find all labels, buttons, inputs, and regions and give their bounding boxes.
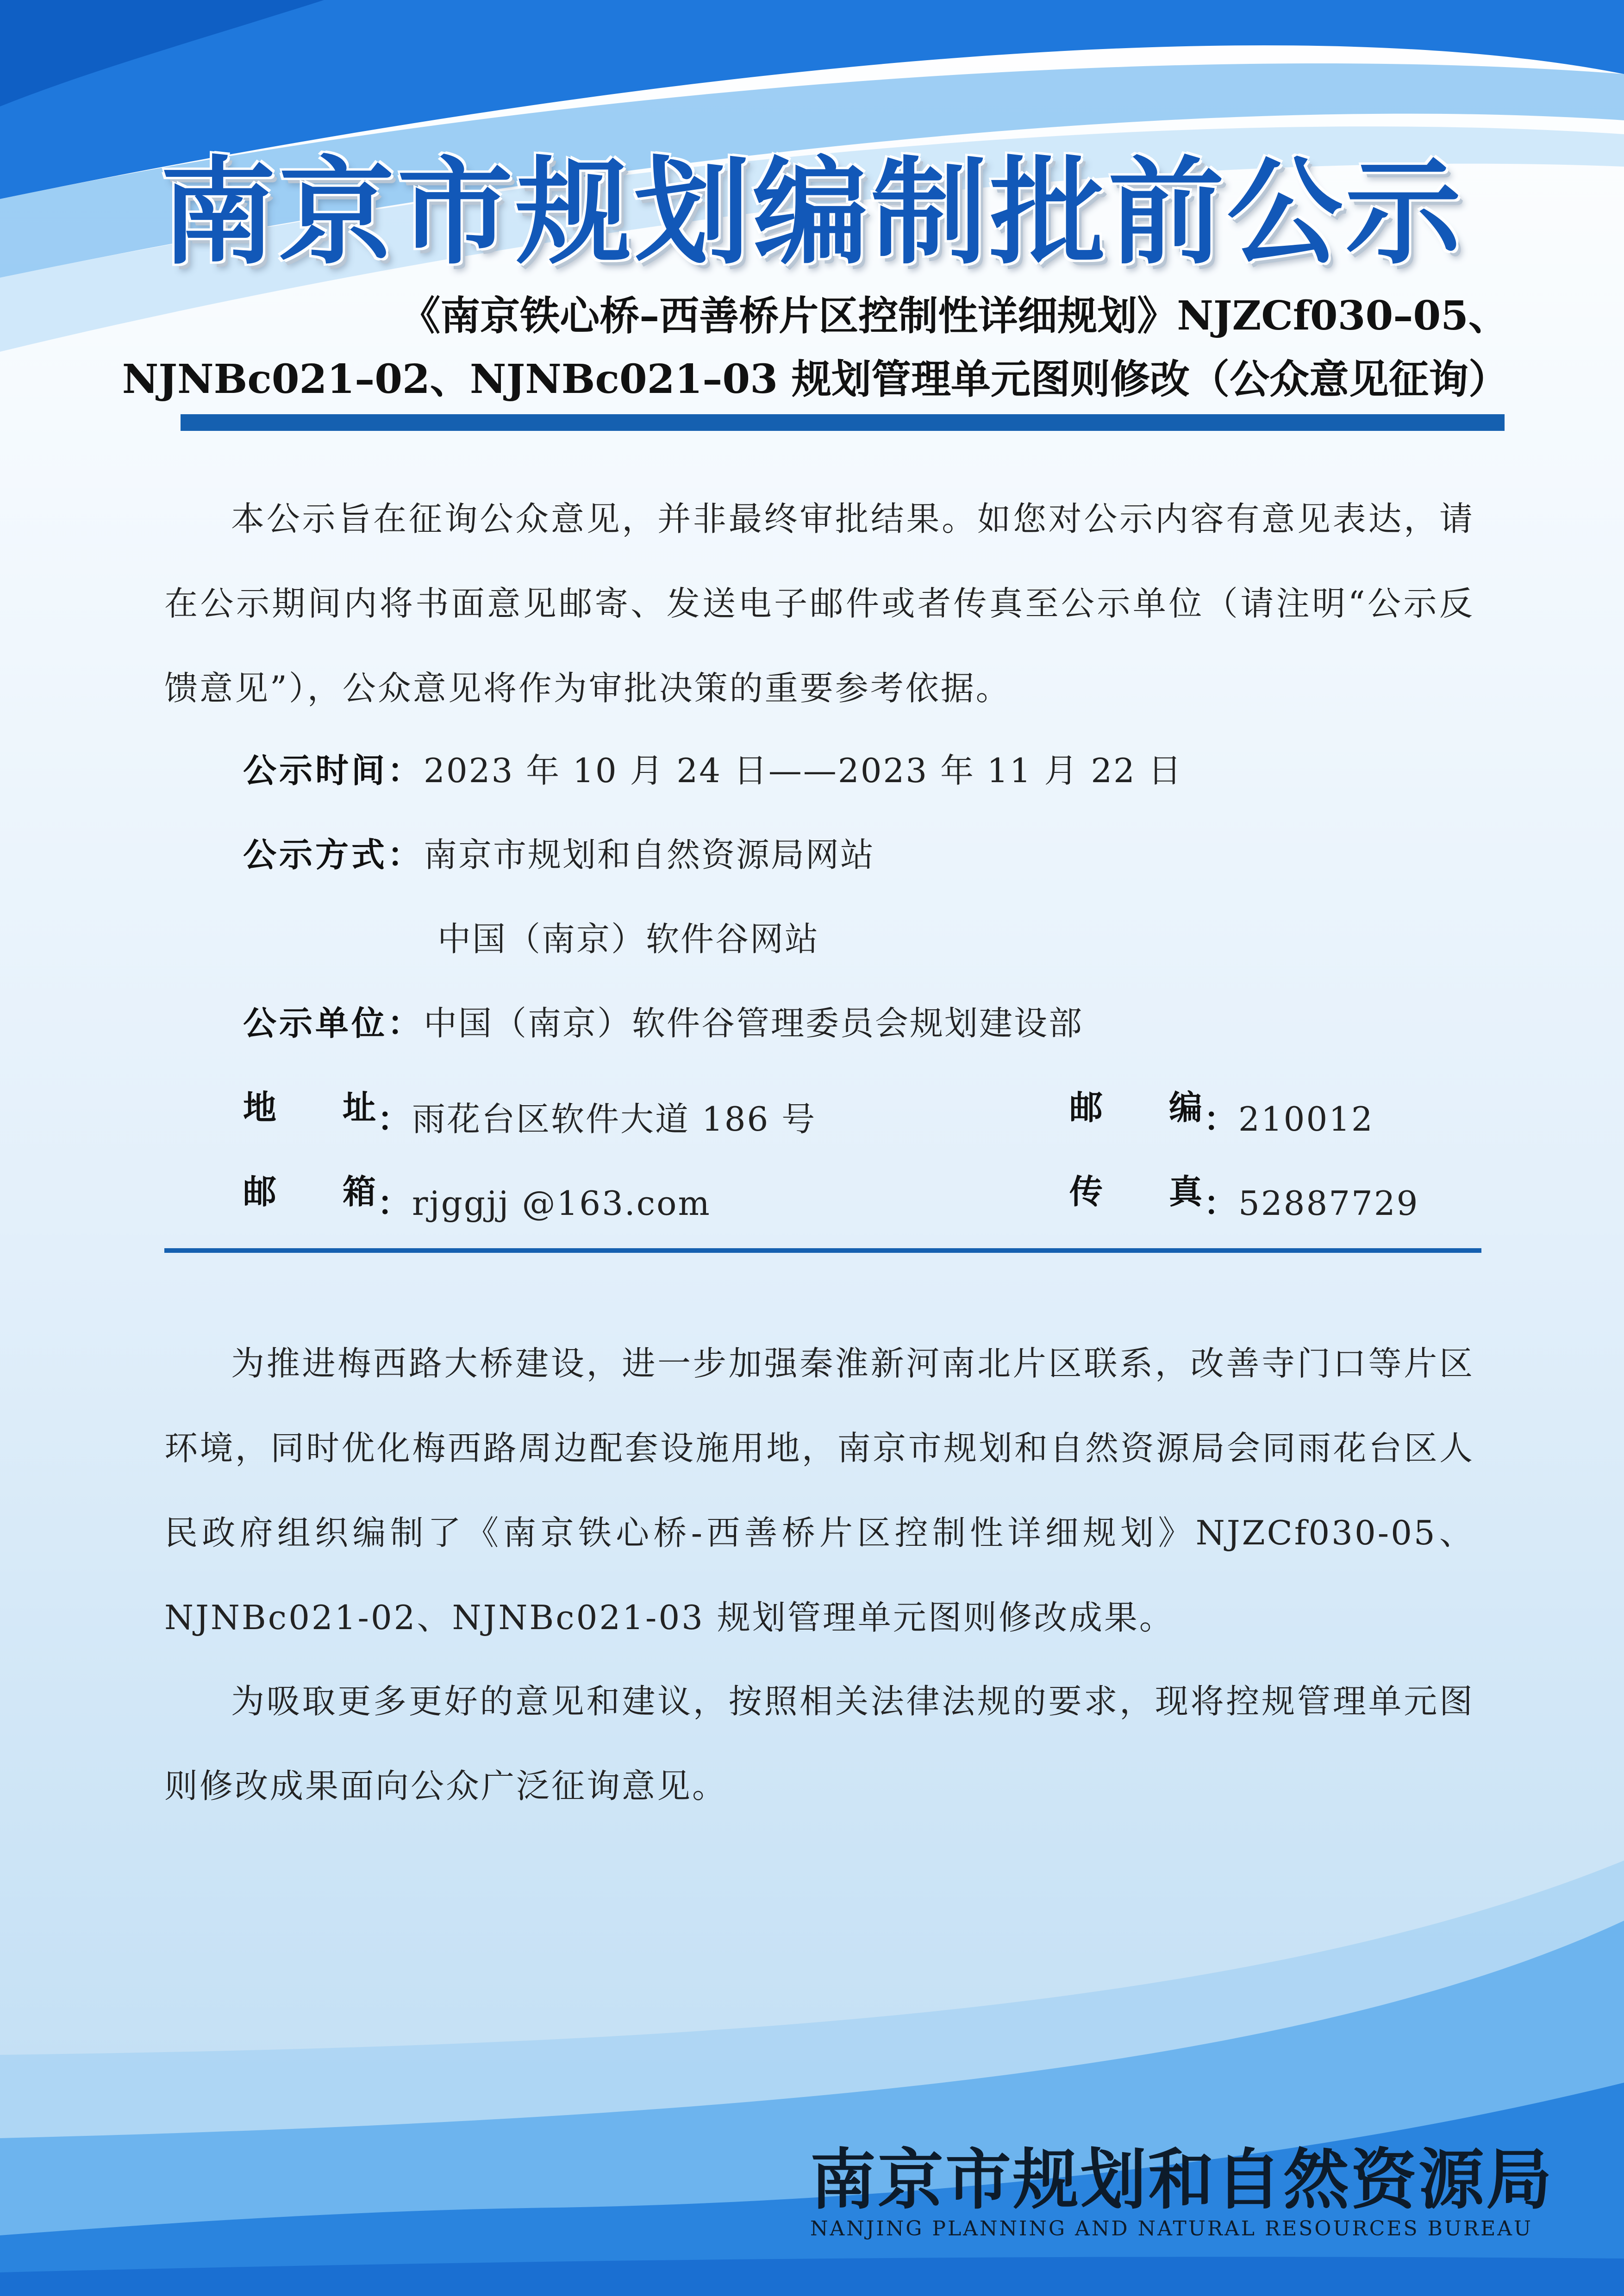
title-divider: [181, 414, 1505, 431]
postcode-value: 210012: [1238, 1100, 1374, 1139]
body-paragraph-1: 为推进梅西路大桥建设，进一步加强秦淮新河南北片区联系，改善寺门口等片区环境，同时优化梅西路周边配套设施用地，南京市规划和自然资源局会同雨花台区人民政府组织编制了《南京铁心桥-西善桥片区控制性详细规划》NJZCf030-05、NJNBc021-02、NJNBc021-03 规划管理单元图则修改成果。: [164, 1344, 1474, 1637]
subtitle-line-1: 《南京铁心桥–西善桥片区控制性详细规划》NJZCf030–05、: [400, 292, 1508, 339]
method-value-2: 中国（南京）软件谷网站: [437, 920, 820, 958]
fax-value: 52887729: [1238, 1184, 1419, 1223]
info-row-address: 地 址 ：雨花台区软件大道 186 号: [243, 1084, 816, 1142]
time-value: 2023 年 10 月 24 日——2023 年 11 月 22 日: [424, 751, 1183, 790]
subtitle-line-2: NJNBc021–02、NJNBc021–03 规划管理单元图则修改（公众意见征询）: [122, 356, 1508, 403]
info-row-fax: 传 真 ：52887729: [1069, 1169, 1419, 1226]
footer-organization-en: NANJING PLANNING AND NATURAL RESOURCES BUREAU: [810, 2217, 1533, 2240]
method-label: 公示方式：: [243, 835, 424, 874]
info-row-email: 邮 箱 ：rjggjj @163.com: [243, 1169, 711, 1226]
method-value-1: 南京市规划和自然资源局网站: [424, 835, 875, 874]
info-row-time: [243, 747, 1183, 794]
unit-value: 中国（南京）软件谷管理委员会规划建设部: [424, 1004, 1084, 1043]
notice-paragraph: 本公示旨在征询公众意见，并非最终审批结果。如您对公示内容有意见表达，请在公示期间内将书面意见邮寄、发送电子邮件或者传真至公示单位（请注明“公示反馈意见”），公众意见将作为审批决策的重要参考依据。: [164, 499, 1474, 708]
email-value: rjggjj @163.com: [412, 1184, 711, 1223]
address-label: 地 址: [243, 1088, 377, 1127]
email-label: 邮 箱: [243, 1172, 377, 1211]
unit-label: 公示单位：: [243, 1003, 424, 1043]
info-row-postcode: 邮 编 ：210012: [1069, 1084, 1374, 1142]
postcode-label: 邮 编: [1069, 1088, 1204, 1127]
time-label: 公示时间：: [243, 751, 424, 790]
footer-organization-cn: 南京市规划和自然资源局: [810, 2141, 1554, 2218]
fax-label: 传 真: [1069, 1172, 1204, 1211]
info-divider: [164, 1248, 1481, 1253]
info-row-method-2: [437, 916, 819, 962]
info-row-unit: [243, 1000, 1083, 1046]
info-row-method: [243, 832, 875, 878]
main-title: 南京市规划编制批前公示: [160, 145, 1464, 280]
address-value: 雨花台区软件大道 186 号: [412, 1100, 817, 1139]
body-paragraph-2: 为吸取更多更好的意见和建议，按照相关法律法规的要求，现将控规管理单元图则修改成果面向公众广泛征询意见。: [164, 1682, 1474, 1805]
